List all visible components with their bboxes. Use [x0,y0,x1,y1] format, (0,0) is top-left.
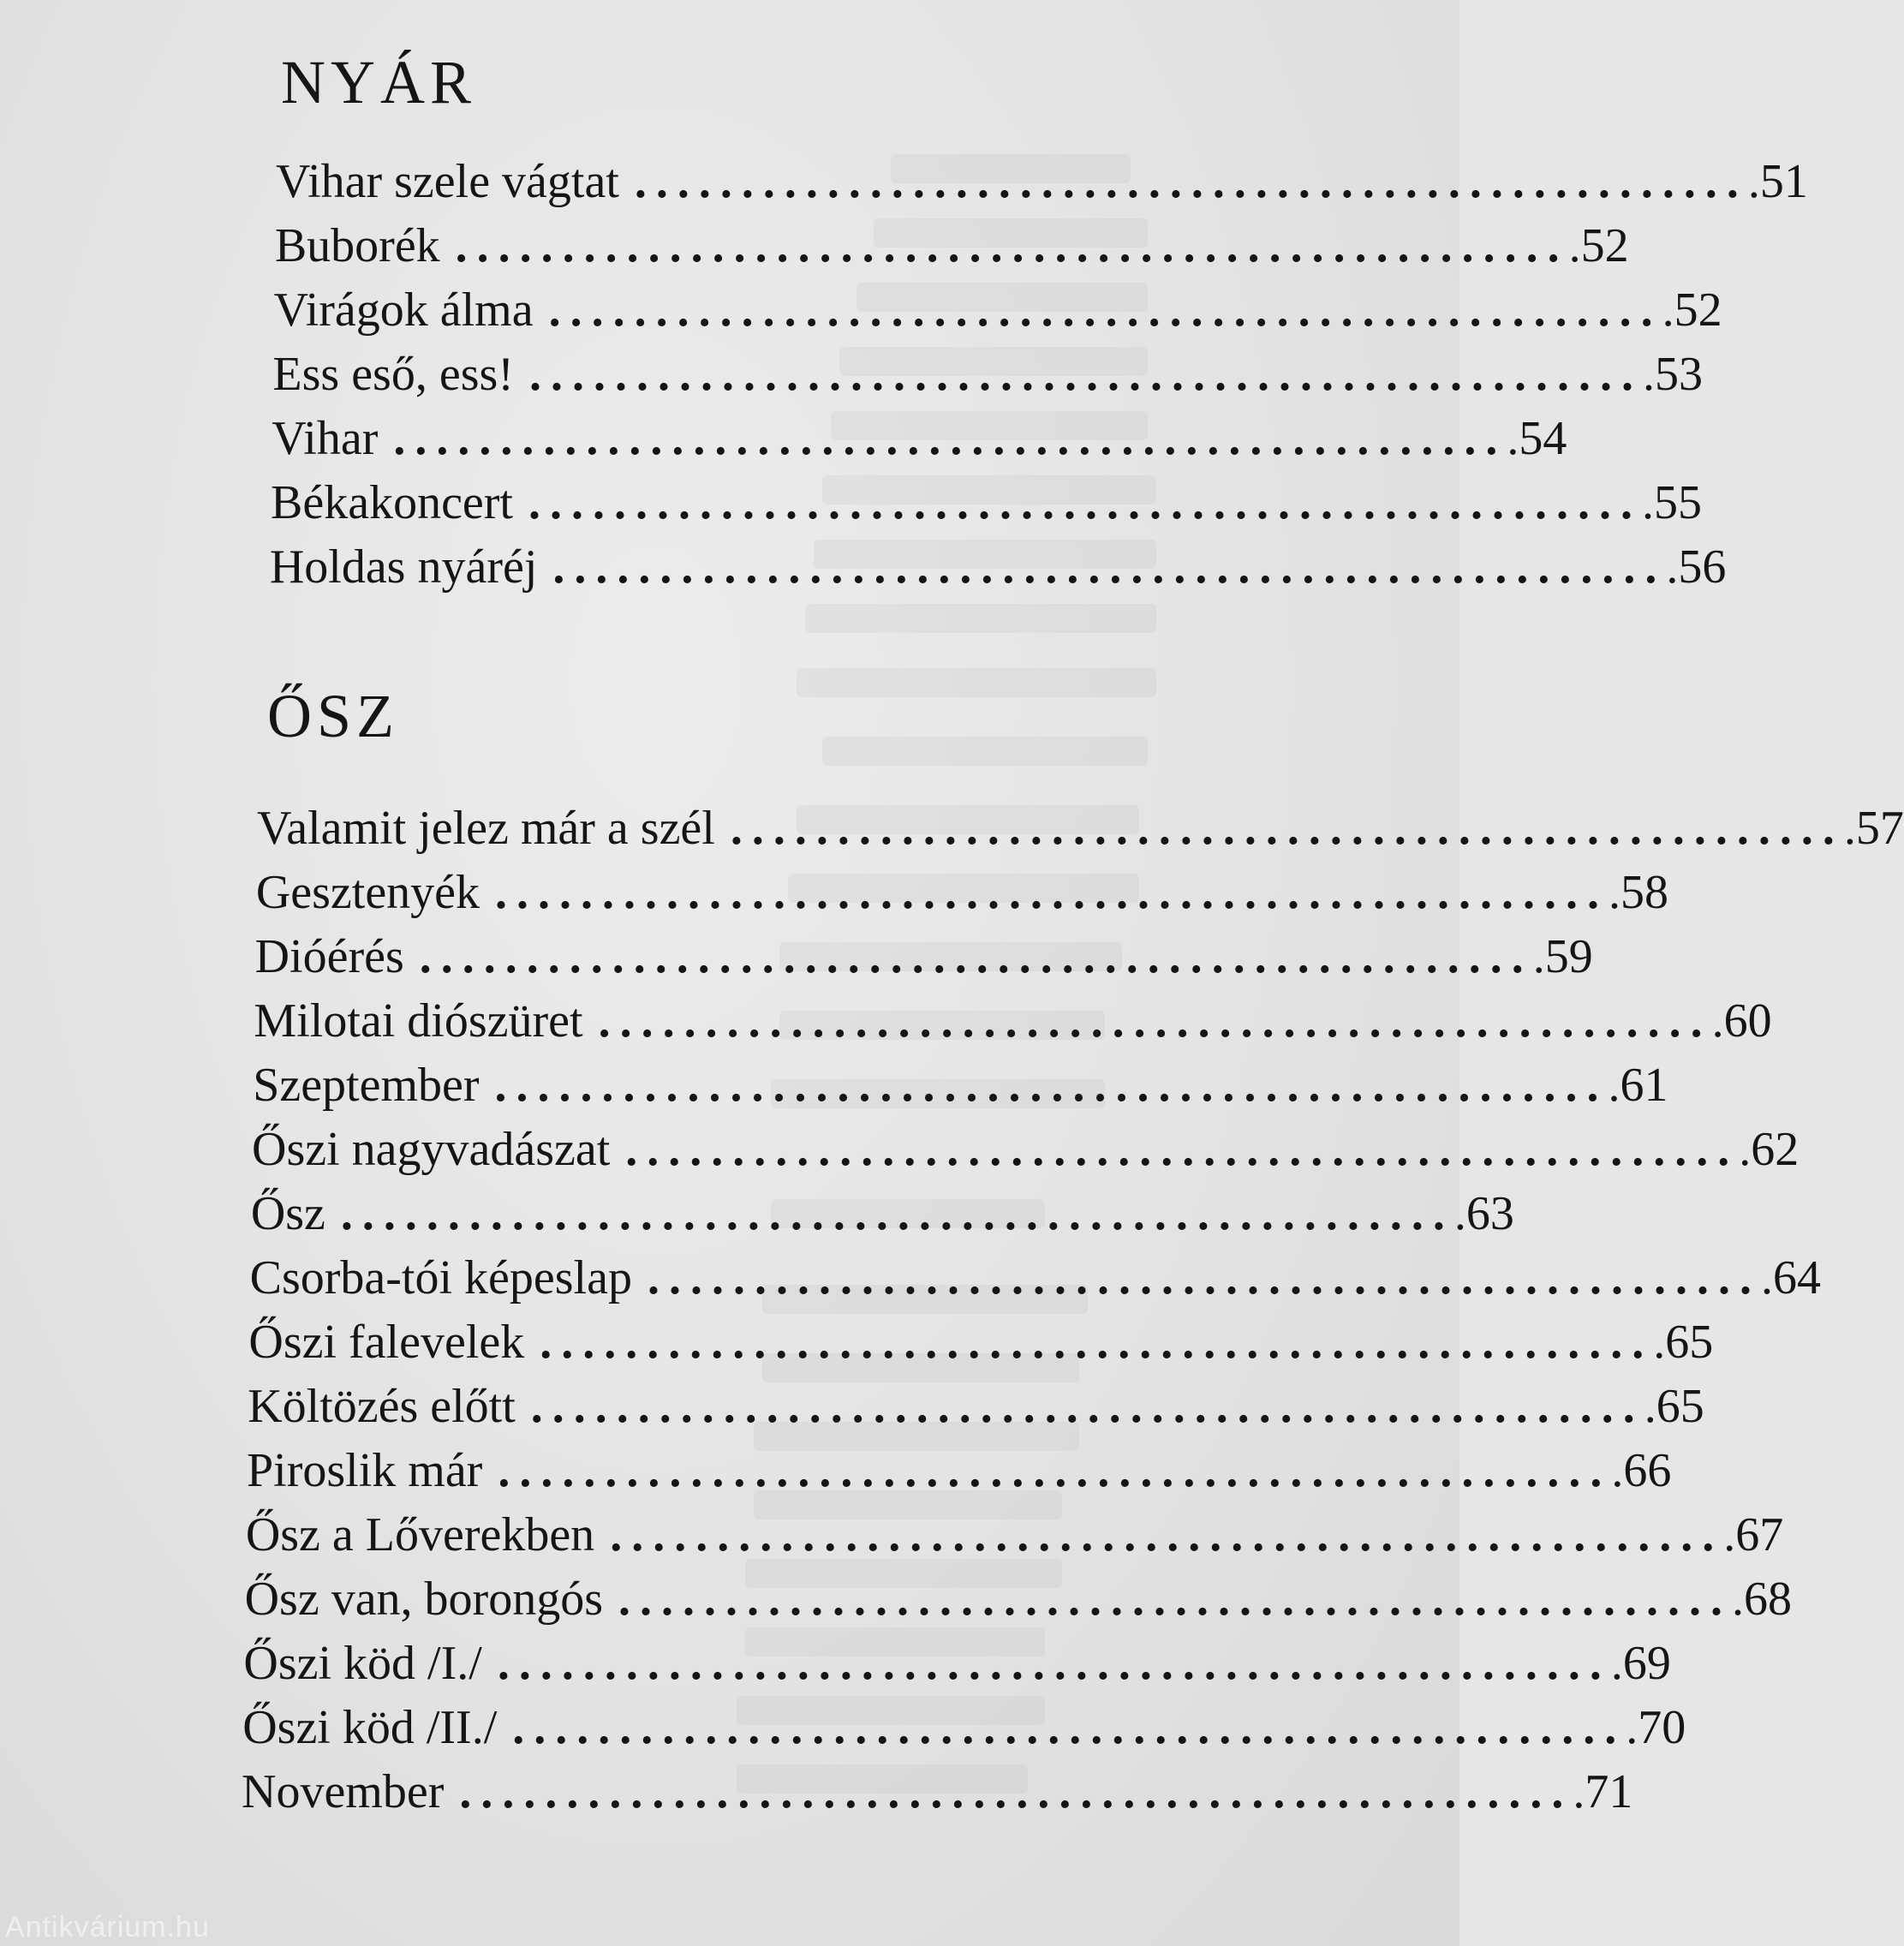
toc-entry [274,214,1629,278]
toc-dot-leader: .................................................... [530,1380,1644,1433]
toc-entry [272,407,1567,471]
toc-entry-title: Holdas nyáréj [269,540,538,594]
toc-entry-title: Költözés előtt [248,1380,516,1433]
toc-entry [248,1310,1714,1375]
toc-entry [257,797,1904,861]
toc-entry-page-number: .56 [1666,540,1727,594]
watermark: Antikvárium.hu [5,1911,210,1943]
toc-entry [254,925,1593,989]
section-title-nyar: NYÁR [281,48,477,116]
toc-entry-page-number: .57 [1843,802,1904,855]
toc-entry-title: Valamit jelez már a szél [257,802,715,855]
toc-dot-leader: .................................................... [497,1637,1611,1690]
toc-dot-leader: .................................................... [540,1316,1654,1369]
toc-entry-page-number: .66 [1611,1444,1672,1497]
toc-dot-leader: .................................................... [598,994,1712,1048]
toc-entry-title: Ess eső, ess! [272,348,514,401]
toc-entry-page-number: .69 [1610,1637,1671,1690]
toc-entry-title: Csorba-tói képeslap [249,1251,632,1304]
toc-entry-title: Virágok álma [273,284,534,337]
toc-entry-page-number: .71 [1573,1765,1633,1818]
toc-entry-page-number: .54 [1507,412,1567,465]
toc-entry-page-number: .68 [1732,1573,1792,1626]
toc-dot-leader: .................................................... [548,284,1662,337]
toc-dot-leader: .................................................... [610,1508,1724,1561]
toc-entry [269,535,1727,600]
toc-entry-title: Buborék [274,219,440,272]
toc-dot-leader: .................................................... [634,155,1748,208]
toc-entry [248,1375,1704,1439]
toc-entry-page-number: .63 [1453,1187,1514,1240]
toc-dot-leader: .................................................... [340,1187,1454,1240]
toc-entry [247,1439,1672,1503]
toc-dot-leader: .................................................... [552,540,1667,594]
toc-entry-page-number: .59 [1532,930,1593,983]
toc-entry-title: Őszi nagyvadászat [252,1123,611,1176]
toc-dot-leader: .................................................... [647,1251,1761,1304]
toc-dot-leader: .................................................... [494,1059,1609,1112]
toc-list-nyar [269,150,1808,600]
toc-entry [244,1567,1792,1632]
toc-entry-page-number: .65 [1653,1316,1714,1369]
toc-entry-page-number: .62 [1739,1123,1800,1176]
toc-entry [253,1054,1668,1118]
toc-entry [252,1118,1800,1182]
toc-entry-title: Milotai diószüret [254,994,583,1048]
toc-dot-leader: .................................................... [618,1573,1732,1626]
toc-entry [276,150,1808,214]
toc-entry-title: Vihar szele vágtat [276,155,619,208]
toc-entry-title: Ősz van, borongós [244,1573,603,1626]
toc-entry-page-number: .70 [1626,1701,1686,1754]
toc-dot-leader: .................................................... [393,412,1507,465]
toc-entry-title: Ősz [250,1187,325,1240]
toc-entry-title: Őszi köd /I./ [243,1637,482,1690]
toc-dot-leader: .................................................... [419,930,1533,983]
toc-entry-title: Dióérés [254,930,404,983]
toc-entry-title: November [242,1765,445,1818]
toc-entry-title: Piroslik már [247,1444,483,1497]
toc-dot-leader: .................................................... [512,1701,1626,1754]
toc-entry-title: Békakoncert [271,476,513,529]
toc-dot-leader: .................................................... [459,1765,1573,1818]
toc-dot-leader: .................................................... [528,348,1643,401]
toc-entry-page-number: .61 [1608,1059,1668,1112]
toc-entry-page-number: .52 [1568,219,1629,272]
toc-entry-title: Vihar [272,412,379,465]
toc-dot-leader: .................................................... [498,1444,1612,1497]
toc-dot-leader: .................................................... [730,802,1844,855]
section-title-osz: ŐSZ [267,682,400,750]
toc-entry [273,278,1722,343]
toc-entry-page-number: .67 [1723,1508,1784,1561]
toc-entry-page-number: .64 [1760,1251,1821,1304]
toc-entry-page-number: .55 [1641,476,1702,529]
toc-entry [243,1632,1671,1696]
toc-dot-leader: .................................................... [625,1123,1740,1176]
toc-entry [249,1246,1821,1310]
toc-entry-page-number: .53 [1642,348,1703,401]
toc-entry-title: Őszi köd /II./ [242,1701,498,1754]
toc-entry-title: Őszi falevelek [248,1316,525,1369]
toc-entry-page-number: .65 [1644,1380,1704,1433]
toc-entry [272,343,1703,407]
toc-entry [254,989,1772,1054]
toc-entry [250,1182,1514,1246]
toc-entry-title: Gesztenyék [255,866,480,919]
toc-entry [245,1503,1784,1567]
toc-entry-page-number: .52 [1662,284,1722,337]
toc-dot-leader: .................................................... [528,476,1642,529]
toc-entry [242,1760,1633,1824]
toc-entry [271,471,1702,535]
toc-dot-leader: .................................................... [455,219,1569,272]
toc-list-osz [242,797,1904,1824]
toc-entry [242,1696,1686,1760]
toc-entry-title: Szeptember [253,1059,480,1112]
toc-dot-leader: .................................................... [495,866,1609,919]
toc-entry-page-number: .60 [1711,994,1772,1048]
toc-entry-page-number: .51 [1747,155,1808,208]
toc-entry-title: Ősz a Lőverekben [245,1508,595,1561]
toc-entry-page-number: .58 [1609,866,1669,919]
toc-entry [255,861,1669,925]
